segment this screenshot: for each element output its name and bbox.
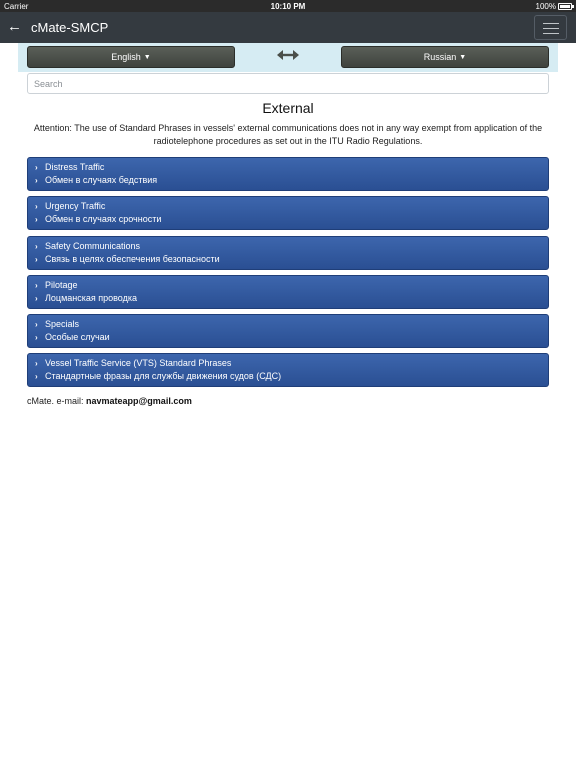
caret-down-icon: ▼ bbox=[143, 54, 151, 61]
section-title-ru: Обмен в случаях срочности bbox=[45, 214, 162, 225]
section-title-ru: Связь в целях обеспечения безопасности bbox=[45, 253, 220, 264]
source-language-dropdown[interactable] bbox=[27, 46, 235, 68]
caret-down-icon: ▼ bbox=[459, 54, 467, 61]
page-title: External bbox=[262, 100, 314, 116]
section-item[interactable] bbox=[27, 314, 549, 348]
target-language-dropdown[interactable] bbox=[341, 46, 549, 68]
chevron-right-icon: › bbox=[35, 320, 38, 330]
section-title-en: Urgency Traffic bbox=[45, 201, 106, 212]
chevron-right-icon: › bbox=[35, 333, 38, 343]
clock: 10:10 PM bbox=[270, 2, 306, 11]
section-title-ru: Стандартные фразы для службы движения судов (СДС) bbox=[45, 371, 282, 382]
carrier-label: Carrier bbox=[4, 2, 29, 11]
section-title-ru: Обмен в случаях бедствия bbox=[45, 175, 158, 185]
app-title: cMate-SMCP bbox=[31, 20, 109, 35]
search-input[interactable] bbox=[27, 73, 549, 94]
double-arrow-icon[interactable] bbox=[276, 47, 300, 63]
battery-icon bbox=[558, 3, 572, 10]
section-list bbox=[27, 157, 549, 393]
chevron-right-icon: › bbox=[35, 372, 38, 382]
chevron-right-icon: › bbox=[35, 176, 38, 185]
section-title-en: Pilotage bbox=[45, 279, 78, 290]
attention-note: Attention: The use of Standard Phrases in vessels' external communications does not in any way exempt from application of the radiotelephone procedures as set out in the ITU Radio Regulations. bbox=[33, 123, 543, 146]
battery-indicator bbox=[536, 2, 572, 11]
chevron-right-icon: › bbox=[35, 293, 38, 303]
section-title-en: Specials bbox=[45, 319, 80, 330]
chevron-right-icon: › bbox=[35, 241, 38, 251]
chevron-right-icon: › bbox=[35, 280, 38, 290]
section-title-ru: Особые случаи bbox=[45, 332, 110, 343]
hamburger-menu-icon[interactable] bbox=[534, 15, 567, 40]
section-title-en: Distress Traffic bbox=[45, 162, 105, 172]
app-header bbox=[0, 12, 576, 43]
chevron-right-icon: › bbox=[35, 215, 38, 225]
section-item[interactable] bbox=[27, 196, 549, 230]
section-item[interactable] bbox=[27, 353, 549, 387]
section-item[interactable] bbox=[27, 236, 549, 270]
status-bar bbox=[0, 0, 576, 12]
chevron-right-icon: › bbox=[35, 163, 38, 172]
section-title-ru: Лоцманская проводка bbox=[45, 292, 138, 303]
chevron-right-icon: › bbox=[35, 359, 38, 369]
section-title-en: Safety Communications bbox=[45, 240, 141, 251]
battery-percent: 100% bbox=[535, 2, 556, 11]
chevron-right-icon: › bbox=[35, 254, 38, 264]
contact-email-link[interactable]: navmateapp@gmail.com bbox=[86, 396, 192, 406]
chevron-right-icon: › bbox=[35, 202, 38, 212]
footer bbox=[27, 396, 192, 406]
section-item[interactable] bbox=[27, 157, 549, 191]
section-title-en: Vessel Traffic Service (VTS) Standard Phrases bbox=[45, 358, 232, 369]
target-language-label: Russian bbox=[423, 52, 457, 62]
source-language-label: English bbox=[111, 52, 141, 62]
section-item[interactable] bbox=[27, 275, 549, 309]
arrow-left-icon[interactable]: ← bbox=[7, 18, 22, 35]
language-selector-bar bbox=[18, 43, 558, 72]
footer-label: cMate. e-mail: bbox=[27, 396, 87, 406]
